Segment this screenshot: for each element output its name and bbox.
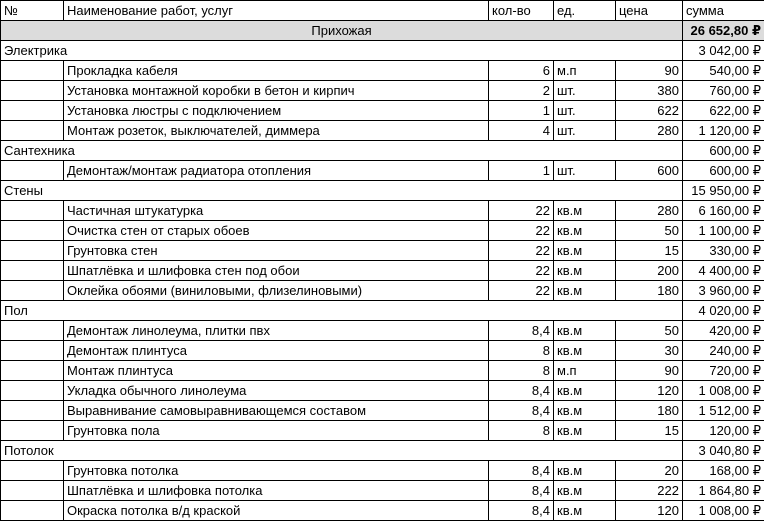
work-price: 15 xyxy=(616,421,683,441)
table-row xyxy=(1,161,764,181)
work-sum: 540,00 ₽ xyxy=(683,61,764,81)
work-name: Шпатлёвка и шлифовка потолка xyxy=(64,481,489,501)
work-price: 90 xyxy=(616,361,683,381)
work-price: 622 xyxy=(616,101,683,121)
row-num-cell xyxy=(1,381,64,401)
row-num-cell xyxy=(1,201,64,221)
work-price: 50 xyxy=(616,321,683,341)
work-qty: 6 xyxy=(489,61,554,81)
work-price: 200 xyxy=(616,261,683,281)
section-row xyxy=(1,41,764,61)
section-spacer xyxy=(489,181,683,201)
work-price: 90 xyxy=(616,61,683,81)
work-sum: 4 400,00 ₽ xyxy=(683,261,764,281)
header-qty: кол-во xyxy=(489,1,554,21)
work-price: 50 xyxy=(616,221,683,241)
work-name: Окраска потолка в/д краской xyxy=(64,501,489,521)
work-unit: кв.м xyxy=(554,401,616,421)
work-qty: 8,4 xyxy=(489,401,554,421)
section-spacer xyxy=(489,141,683,161)
table-row xyxy=(1,381,764,401)
row-num-cell xyxy=(1,161,64,181)
work-price: 120 xyxy=(616,381,683,401)
table-row xyxy=(1,361,764,381)
work-name: Демонтаж плинтуса xyxy=(64,341,489,361)
work-unit: кв.м xyxy=(554,461,616,481)
work-qty: 8 xyxy=(489,421,554,441)
work-unit: кв.м xyxy=(554,221,616,241)
work-sum: 168,00 ₽ xyxy=(683,461,764,481)
work-unit: шт. xyxy=(554,81,616,101)
section-total: 3 042,00 ₽ xyxy=(683,41,764,61)
work-qty: 22 xyxy=(489,261,554,281)
room-name: Прихожая xyxy=(1,21,683,41)
work-unit: кв.м xyxy=(554,281,616,301)
work-qty: 22 xyxy=(489,281,554,301)
work-price: 280 xyxy=(616,121,683,141)
section-row xyxy=(1,181,764,201)
row-num-cell xyxy=(1,421,64,441)
header-num: № xyxy=(1,1,64,21)
section-name: Сантехника xyxy=(1,141,489,161)
section-row xyxy=(1,301,764,321)
work-name: Очистка стен от старых обоев xyxy=(64,221,489,241)
row-num-cell xyxy=(1,461,64,481)
table-row xyxy=(1,321,764,341)
work-sum: 3 960,00 ₽ xyxy=(683,281,764,301)
table-row xyxy=(1,481,764,501)
section-row xyxy=(1,441,764,461)
work-sum: 330,00 ₽ xyxy=(683,241,764,261)
work-unit: кв.м xyxy=(554,321,616,341)
work-sum: 622,00 ₽ xyxy=(683,101,764,121)
row-num-cell xyxy=(1,81,64,101)
section-total: 15 950,00 ₽ xyxy=(683,181,764,201)
table-row xyxy=(1,61,764,81)
row-num-cell xyxy=(1,221,64,241)
room-total: 26 652,80 ₽ xyxy=(683,21,764,41)
table-row xyxy=(1,501,764,521)
work-price: 600 xyxy=(616,161,683,181)
work-sum: 240,00 ₽ xyxy=(683,341,764,361)
section-name: Пол xyxy=(1,301,489,321)
section-spacer xyxy=(489,441,683,461)
work-name: Прокладка кабеля xyxy=(64,61,489,81)
work-name: Демонтаж линолеума, плитки пвх xyxy=(64,321,489,341)
work-price: 20 xyxy=(616,461,683,481)
work-qty: 8 xyxy=(489,361,554,381)
work-sum: 760,00 ₽ xyxy=(683,81,764,101)
table-row xyxy=(1,341,764,361)
work-unit: кв.м xyxy=(554,261,616,281)
work-name: Выравнивание самовыравнивающемся составом xyxy=(64,401,489,421)
work-unit: кв.м xyxy=(554,341,616,361)
header-name: Наименование работ, услуг xyxy=(64,1,489,21)
work-name: Укладка обычного линолеума xyxy=(64,381,489,401)
row-num-cell xyxy=(1,401,64,421)
row-num-cell xyxy=(1,61,64,81)
work-qty: 1 xyxy=(489,101,554,121)
work-name: Шпатлёвка и шлифовка стен под обои xyxy=(64,261,489,281)
work-name: Частичная штукатурка xyxy=(64,201,489,221)
work-sum: 120,00 ₽ xyxy=(683,421,764,441)
work-sum: 1 864,80 ₽ xyxy=(683,481,764,501)
row-num-cell xyxy=(1,261,64,281)
table-row xyxy=(1,201,764,221)
work-sum: 1 512,00 ₽ xyxy=(683,401,764,421)
work-qty: 22 xyxy=(489,241,554,261)
work-unit: шт. xyxy=(554,121,616,141)
table-row xyxy=(1,221,764,241)
work-sum: 1 120,00 ₽ xyxy=(683,121,764,141)
work-qty: 1 xyxy=(489,161,554,181)
work-unit: шт. xyxy=(554,101,616,121)
work-price: 180 xyxy=(616,401,683,421)
work-unit: кв.м xyxy=(554,501,616,521)
row-num-cell xyxy=(1,121,64,141)
section-total: 4 020,00 ₽ xyxy=(683,301,764,321)
section-total: 600,00 ₽ xyxy=(683,141,764,161)
work-name: Монтаж розеток, выключателей, диммера xyxy=(64,121,489,141)
work-qty: 8,4 xyxy=(489,501,554,521)
work-sum: 1 100,00 ₽ xyxy=(683,221,764,241)
table-row xyxy=(1,281,764,301)
section-spacer xyxy=(489,41,683,61)
work-name: Демонтаж/монтаж радиатора отопления xyxy=(64,161,489,181)
row-num-cell xyxy=(1,481,64,501)
work-name: Монтаж плинтуса xyxy=(64,361,489,381)
work-qty: 8,4 xyxy=(489,321,554,341)
work-qty: 4 xyxy=(489,121,554,141)
table-row xyxy=(1,421,764,441)
work-name: Установка люстры с подключением xyxy=(64,101,489,121)
table-row xyxy=(1,401,764,421)
section-spacer xyxy=(489,301,683,321)
work-unit: кв.м xyxy=(554,481,616,501)
work-qty: 8,4 xyxy=(489,381,554,401)
table-row xyxy=(1,101,764,121)
work-sum: 600,00 ₽ xyxy=(683,161,764,181)
work-sum: 420,00 ₽ xyxy=(683,321,764,341)
work-unit: м.п xyxy=(554,361,616,381)
work-unit: м.п xyxy=(554,61,616,81)
header-unit: ед. xyxy=(554,1,616,21)
work-sum: 1 008,00 ₽ xyxy=(683,501,764,521)
work-price: 30 xyxy=(616,341,683,361)
work-price: 120 xyxy=(616,501,683,521)
table-row xyxy=(1,261,764,281)
section-name: Электрика xyxy=(1,41,489,61)
section-total: 3 040,80 ₽ xyxy=(683,441,764,461)
section-name: Потолок xyxy=(1,441,489,461)
work-name: Установка монтажной коробки в бетон и кирпич xyxy=(64,81,489,101)
row-num-cell xyxy=(1,101,64,121)
room-row xyxy=(1,21,764,41)
table-row xyxy=(1,461,764,481)
row-num-cell xyxy=(1,341,64,361)
table-row xyxy=(1,241,764,261)
work-sum: 720,00 ₽ xyxy=(683,361,764,381)
work-name: Грунтовка пола xyxy=(64,421,489,441)
work-name: Грунтовка потолка xyxy=(64,461,489,481)
work-price: 15 xyxy=(616,241,683,261)
row-num-cell xyxy=(1,501,64,521)
work-price: 380 xyxy=(616,81,683,101)
work-unit: кв.м xyxy=(554,241,616,261)
table-row xyxy=(1,121,764,141)
work-qty: 22 xyxy=(489,201,554,221)
work-unit: кв.м xyxy=(554,421,616,441)
work-qty: 22 xyxy=(489,221,554,241)
section-name: Стены xyxy=(1,181,489,201)
header-price: цена xyxy=(616,1,683,21)
row-num-cell xyxy=(1,241,64,261)
work-price: 180 xyxy=(616,281,683,301)
header-sum: сумма xyxy=(683,1,764,21)
work-qty: 8,4 xyxy=(489,481,554,501)
work-qty: 8 xyxy=(489,341,554,361)
row-num-cell xyxy=(1,361,64,381)
work-price: 222 xyxy=(616,481,683,501)
header-row xyxy=(1,1,764,21)
work-qty: 2 xyxy=(489,81,554,101)
work-unit: кв.м xyxy=(554,201,616,221)
work-unit: шт. xyxy=(554,161,616,181)
work-price: 280 xyxy=(616,201,683,221)
work-qty: 8,4 xyxy=(489,461,554,481)
row-num-cell xyxy=(1,281,64,301)
work-name: Грунтовка стен xyxy=(64,241,489,261)
work-unit: кв.м xyxy=(554,381,616,401)
row-num-cell xyxy=(1,321,64,341)
table-row xyxy=(1,81,764,101)
work-sum: 1 008,00 ₽ xyxy=(683,381,764,401)
work-sum: 6 160,00 ₽ xyxy=(683,201,764,221)
section-row xyxy=(1,141,764,161)
work-name: Оклейка обоями (виниловыми, флизелиновыми) xyxy=(64,281,489,301)
